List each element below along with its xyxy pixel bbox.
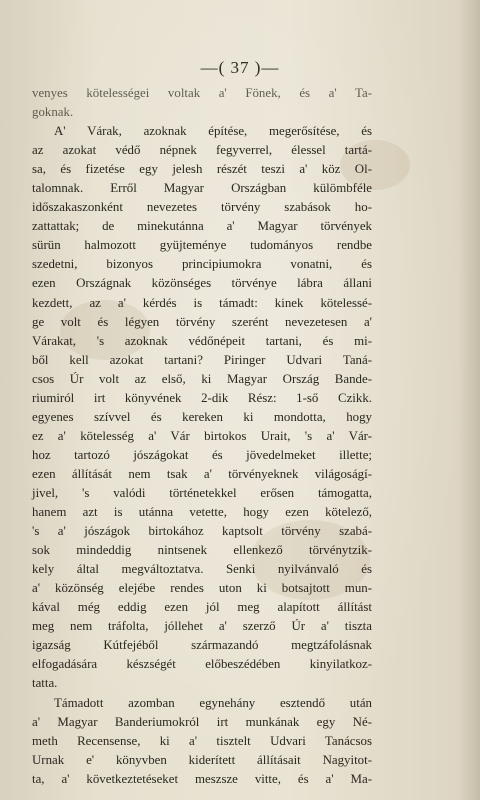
text-line: Várakat, 's azoknak védőnépeit tartani, és mi- — [32, 333, 372, 348]
text-line: tatta. — [32, 676, 58, 691]
text-line: jivel, 's valódi történetekkel erősen támogatta, — [32, 485, 372, 500]
text-line: sürün halmozott gyüjteménye tudományos rendbe — [32, 238, 372, 253]
text-line: a' közönség elejébe rendes uton ki botsajtott mun- — [32, 581, 372, 596]
text-line: az azokat védő népnek fegyverrel, élessel tartá- — [32, 143, 372, 158]
text-line: Urnak e' könyvben kiderített állításait Nagyitot- — [32, 752, 372, 767]
text-line: kely által megváltoztatva. Senki nyilvánvaló és — [32, 562, 372, 577]
text-line: kezdett, az a' kérdés is támadt: kinek kötelessé- — [32, 295, 372, 310]
text-line: szedetni, bizonyos principiumokra vonatni, és — [32, 257, 372, 272]
text-line: talomnak. Erről Magyar Országban külömbféle — [32, 181, 372, 196]
text-line: ből kell azokat tartani? Piringer Udvari Taná- — [32, 352, 372, 367]
text-line: meth Recensense, ki a' tisztelt Udvari Tanácsos — [32, 733, 372, 748]
text-line: a' Magyar Banderiumokról irt munkának egy Né- — [32, 714, 372, 729]
text-line: 's a' jószágok birtokához kaptsolt törvény szabá- — [32, 524, 372, 539]
text-line: ezen Országnak közönséges törvénye lábra állani — [32, 276, 372, 291]
text-line: ez a' kötelesség a' Vár birtokos Urait, 's a' Vár- — [32, 428, 372, 443]
text-line: zattattak; de minekutánna a' Magyar törvények — [32, 219, 372, 234]
text-line: elfogadására készségét előbeszédében kinyilatkoz- — [32, 657, 372, 672]
text-line: időszakaszonként nevezetes törvény szabások ho- — [32, 200, 372, 215]
page-number-header: —( 37 )— — [200, 58, 280, 77]
text-line: A' Várak, azoknak építése, megerősítése, és — [54, 124, 372, 139]
text-line: igazság Kútfejéből származandó megtzáfolásnak — [32, 638, 372, 653]
page-edge-shadow — [458, 0, 480, 800]
text-line: hoz tartozó jószágokat és jövedelmeket illette; — [32, 447, 372, 462]
page-body-text — [32, 84, 372, 789]
text-line: ezen állítását nem tsak a' törvényeknek világoságí- — [32, 466, 372, 481]
text-line: sa, és fizetése egy jelesh részét teszi a' köz Ol- — [32, 162, 372, 177]
text-line: sok mindeddig nintsenek ellenkező törvénytzik- — [32, 543, 372, 558]
text-line: ge volt és légyen törvény szerént nevezetesen a' — [32, 314, 372, 329]
text-line: hanem azt is utánna vetette, hogy ezen kötelező, — [32, 505, 372, 520]
text-line: ta, a' következtetéseket meszsze vitte, és a' Ma- — [32, 771, 372, 786]
text-line: venyes kötelességei voltak a' Fönek, és a' Ta- — [32, 86, 372, 100]
text-line: meg nem tráfolta, jóllehet a' szerző Úr a' tiszta — [32, 619, 372, 634]
text-line: riumiról irt könyvének 2-dik Rész: 1-ső Czikk. — [32, 390, 372, 405]
text-line: kával még eddig ezen jól meg alapított állítást — [32, 600, 372, 615]
text-line: Támadott azomban egynehány esztendő után — [54, 695, 372, 710]
text-line: goknak. — [32, 105, 74, 120]
text-line: csos Úr volt az első, ki Magyar Ország Bande- — [32, 371, 372, 386]
text-line: egyenes szívvel és kereken ki mondotta, hogy — [32, 409, 372, 424]
